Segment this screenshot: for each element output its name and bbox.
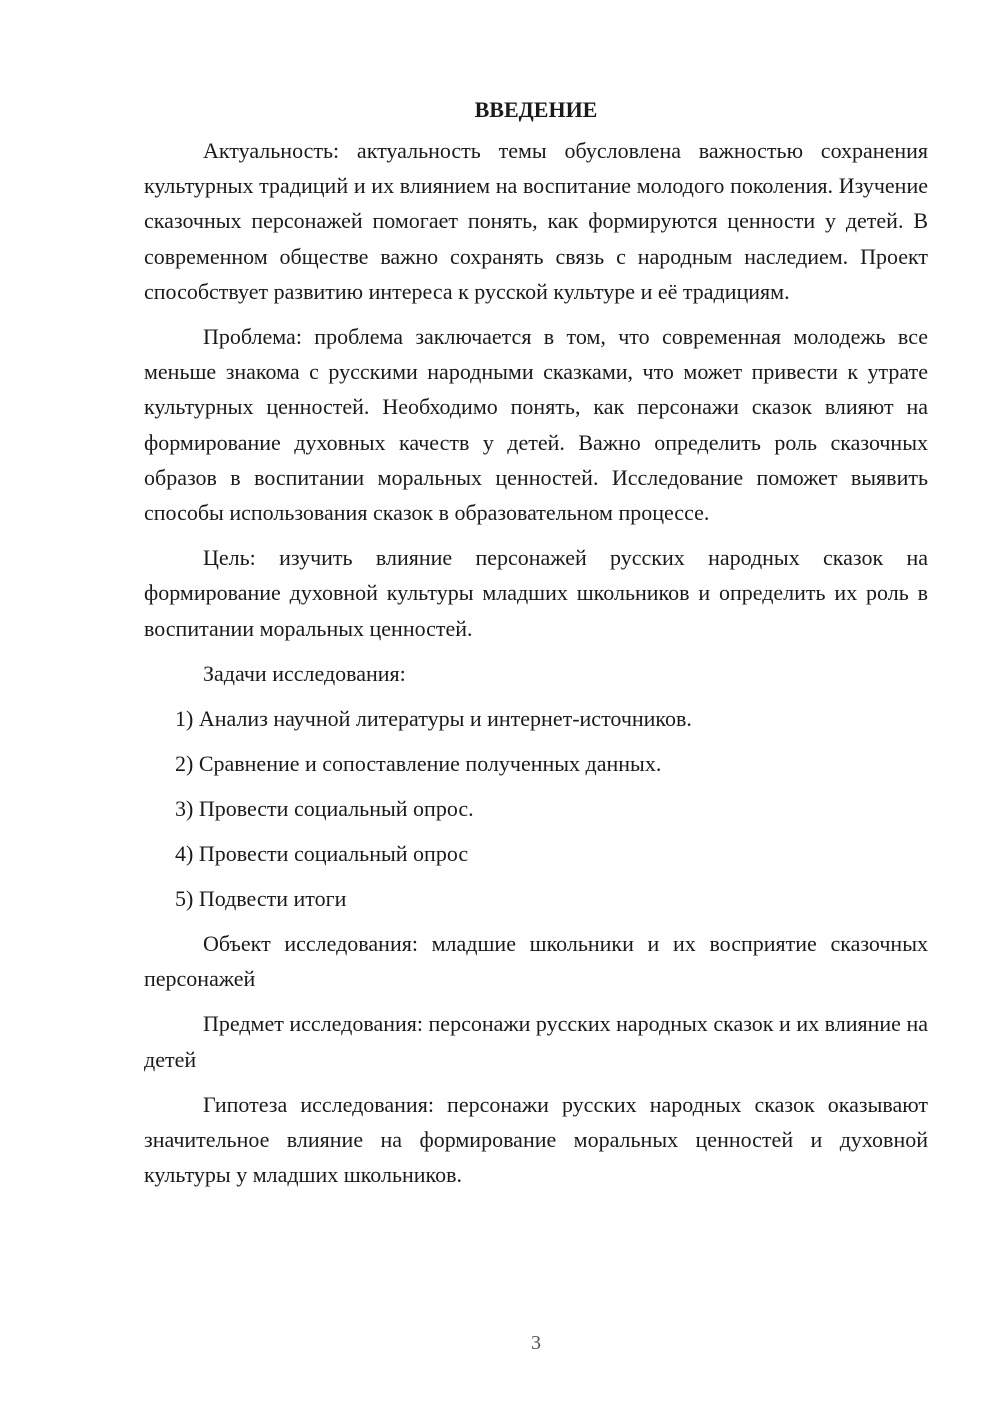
tasks-list	[144, 701, 928, 916]
paragraph-relevance: Актуальность: актуальность темы обусловлена важностью сохранения культурных традиций и их влиянием на воспитание молодого поколения. Изучение сказочных персонажей помогает понять, как формируются ценности у детей. В современном обществе важно сохранять связь с народным наследием. Проект способствует развитию интереса к русской культуре и её традициям.	[144, 138, 928, 304]
list-item: 3) Провести социальный опрос.	[175, 796, 474, 822]
list-item: 2) Сравнение и сопоставление полученных данных.	[175, 751, 662, 777]
page-title: ВВЕДЕНИЕ	[474, 97, 598, 122]
document-page	[144, 92, 928, 1202]
paragraph-object: Объект исследования: младшие школьники и их восприятие сказочных персонажей	[144, 931, 928, 992]
paragraph-subject: Предмет исследования: персонажи русских народных сказок и их влияние на детей	[144, 1011, 928, 1072]
tasks-heading: Задачи исследования:	[203, 660, 406, 686]
list-item: 5) Подвести итоги	[175, 886, 347, 912]
paragraph-goal: Цель: изучить влияние персонажей русских народных сказок на формирование духовной культуры младших школьников и определить их роль в воспитании моральных ценностей.	[144, 545, 928, 641]
paragraph-hypothesis: Гипотеза исследования: персонажи русских народных сказок оказывают значительное влияние на формирование моральных ценностей и духовной культуры у младших школьников.	[144, 1091, 928, 1188]
list-item: 4) Провести социальный опрос	[175, 841, 469, 867]
page-number: 3	[531, 1332, 541, 1354]
paragraph-problem: Проблема: проблема заключается в том, что современная молодежь все меньше знакома с русскими народными сказками, что может привести к утрате культурных ценностей. Необходимо понять, как персонажи сказок влияют на формирование духовных качеств у детей. Важно определить роль сказочных образов в воспитании моральных ценностей. Исследование поможет выявить способы использования сказок в образовательном процессе.	[144, 324, 928, 526]
list-item: 1) Анализ научной литературы и интернет-источников.	[175, 706, 692, 732]
